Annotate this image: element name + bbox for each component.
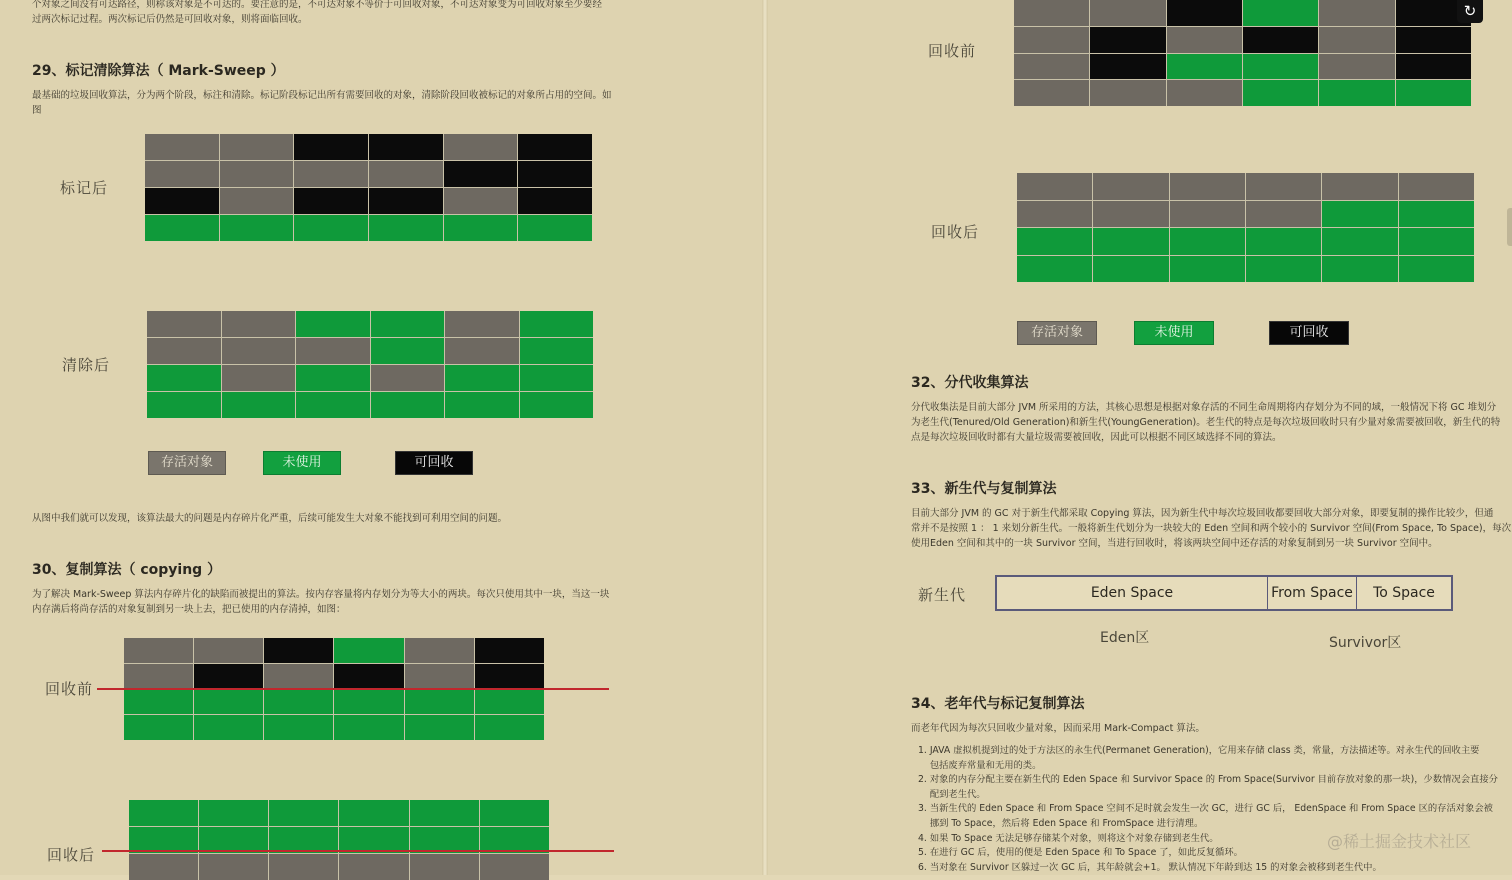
unused-cell	[1399, 228, 1474, 255]
live-cell	[1167, 80, 1242, 106]
legend-live-right: 存活对象	[1017, 321, 1097, 345]
reclaimable-cell	[145, 188, 219, 214]
legend-reclaim-right: 可回收	[1269, 321, 1349, 345]
eden-space-block: Eden Space	[997, 577, 1268, 609]
unused-cell	[1246, 228, 1321, 255]
unused-cell	[1322, 256, 1397, 283]
unused-cell	[1243, 0, 1318, 26]
label-after-right: 回收后	[931, 223, 980, 241]
live-cell	[129, 854, 198, 880]
unused-cell	[1017, 256, 1092, 283]
unused-cell	[339, 800, 408, 826]
list-item: 1. JAVA 虚拟机提到过的处于方法区的永生代(Permanet Generation)，它用来存储 class 类，常量，方法描述等。对永生代的回收主要	[918, 745, 1480, 756]
from-space-block: From Space	[1268, 577, 1357, 609]
reclaimable-cell	[294, 134, 368, 160]
unused-cell	[147, 392, 221, 418]
live-cell	[264, 664, 333, 689]
memory-grid-after-right	[1017, 173, 1474, 282]
unused-cell	[369, 215, 443, 241]
unused-cell	[1093, 256, 1168, 283]
unused-cell	[199, 800, 268, 826]
live-cell	[294, 161, 368, 187]
section-32-desc-line1: 分代收集法是目前大部分 JVM 所采用的方法，其核心思想是根据对象存活的不同生命周期将内存划分为不同的域，一般情况下将 GC 堆划分	[911, 402, 1497, 413]
unused-cell	[475, 715, 544, 740]
unused-cell	[1399, 256, 1474, 283]
live-cell	[1319, 27, 1394, 53]
unused-cell	[1243, 80, 1318, 106]
memory-grid-after-left	[129, 800, 549, 880]
list-item: 包括废弃常量和无用的类。	[918, 759, 1042, 771]
unused-cell	[1322, 228, 1397, 255]
label-young-gen: 新生代	[918, 586, 967, 604]
live-cell	[1170, 173, 1245, 200]
section-32-desc-line2: 为老生代(Tenured/Old Generation)和新生代(YoungGeneration)。老生代的特点是每次垃圾回收时只有少量对象需要被回收，新生代的特	[911, 417, 1501, 428]
watermark: @稀土掘金技术社区	[1327, 832, 1472, 851]
section-29-title: 29、标记清除算法（ Mark-Sweep ）	[32, 63, 285, 79]
list-item: 2. 对象的内存分配主要在新生代的 Eden Space 和 Survivor Space 的 From Space(Survivor 目前存放对象的那一块)，少数情况会直接分	[918, 774, 1498, 786]
unused-cell	[124, 715, 193, 740]
unused-cell	[1017, 228, 1092, 255]
scroll-handle[interactable]	[1507, 208, 1512, 246]
section-33-desc-line3: 使用Eden 空间和其中的一块 Survivor 空间，当进行回收时，将该两块空间中还存活的对象复制到另一块 Survivor 空间中。	[911, 538, 1438, 549]
unused-cell	[1399, 201, 1474, 228]
legend-unused-right: 未使用	[1134, 321, 1214, 345]
unused-cell	[518, 215, 592, 241]
unused-cell	[405, 690, 474, 715]
divider-line-before	[97, 688, 609, 690]
reclaimable-cell	[518, 161, 592, 187]
section-30-desc-line2: 内存满后将尚存活的对象复制到另一块上去，把已使用的内存清掉，如图：	[32, 604, 346, 615]
unused-cell	[445, 392, 519, 418]
list-item: 6. 当对象在 Survivor 区躲过一次 GC 后，其年龄就会+1。 默认情况下年龄到达 15 的对象会被移到老生代中。	[918, 861, 1382, 873]
reclaimable-cell	[1243, 27, 1318, 53]
reclaimable-cell	[444, 161, 518, 187]
reclaimable-cell	[334, 664, 403, 689]
unused-cell	[296, 365, 370, 391]
reclaimable-cell	[369, 134, 443, 160]
unused-cell	[480, 800, 549, 826]
unused-cell	[194, 715, 263, 740]
live-cell	[1014, 54, 1089, 80]
label-cleared: 清除后	[62, 356, 111, 374]
list-item: 挪到 To Space，然后将 Eden Space 和 FromSpace 进行清理。	[918, 817, 1204, 829]
section-32-title: 32、分代收集算法	[911, 375, 1029, 391]
list-item: 配到老生代。	[918, 788, 986, 800]
unused-cell	[444, 215, 518, 241]
unused-cell	[520, 311, 594, 337]
unused-cell	[371, 338, 445, 364]
live-cell	[444, 188, 518, 214]
memory-grid-before-right	[1014, 0, 1471, 106]
section-32-desc-line3: 点是每次垃圾回收时都有大量垃圾需要被回收，因此可以根据不同区域选择不同的算法。	[911, 432, 1282, 443]
legend-reclaim: 可回收	[395, 451, 473, 475]
live-cell	[1090, 80, 1165, 106]
live-cell	[369, 161, 443, 187]
live-cell	[222, 311, 296, 337]
reclaimable-cell	[518, 134, 592, 160]
section-30-desc-line1: 为了解决 Mark-Sweep 算法内存碎片化的缺陷而被提出的算法。按内存容量将内存划分为等大小的两块。每次只使用其中一块，当这一块	[32, 589, 610, 600]
label-after-left: 回收后	[47, 846, 96, 864]
live-cell	[1322, 173, 1397, 200]
reclaimable-cell	[475, 638, 544, 663]
unused-cell	[129, 800, 198, 826]
live-cell	[339, 854, 408, 880]
unused-cell	[405, 715, 474, 740]
live-cell	[1319, 0, 1394, 26]
live-cell	[1014, 27, 1089, 53]
live-cell	[1170, 201, 1245, 228]
live-cell	[1246, 173, 1321, 200]
unused-cell	[1170, 256, 1245, 283]
reclaimable-cell	[194, 664, 263, 689]
live-cell	[410, 854, 479, 880]
live-cell	[296, 338, 370, 364]
live-cell	[1014, 0, 1089, 26]
live-cell	[1093, 201, 1168, 228]
unused-cell	[269, 800, 338, 826]
section-34-title: 34、老年代与标记复制算法	[911, 696, 1085, 712]
unused-cell	[1170, 228, 1245, 255]
section-34-list	[918, 744, 1498, 875]
memory-grid-marked	[145, 134, 592, 241]
live-cell	[222, 338, 296, 364]
unused-cell	[371, 392, 445, 418]
label-marked: 标记后	[60, 179, 109, 197]
unused-cell	[1322, 201, 1397, 228]
unused-cell	[296, 311, 370, 337]
reclaimable-cell	[294, 188, 368, 214]
to-space-block: To Space	[1373, 585, 1435, 601]
label-before-left: 回收前	[45, 680, 94, 698]
unused-cell	[264, 715, 333, 740]
unused-cell	[1167, 54, 1242, 80]
unused-cell	[371, 311, 445, 337]
live-cell	[145, 134, 219, 160]
unused-cell	[222, 392, 296, 418]
unused-cell	[334, 715, 403, 740]
label-before-right: 回收前	[928, 42, 977, 60]
live-cell	[445, 311, 519, 337]
reclaimable-cell	[1090, 54, 1165, 80]
unused-cell	[296, 392, 370, 418]
live-cell	[220, 188, 294, 214]
live-cell	[147, 338, 221, 364]
live-cell	[1093, 173, 1168, 200]
list-item: 3. 当新生代的 Eden Space 和 From Space 空间不足时就会发生一次 GC，进行 GC 后， EdenSpace 和 From Space 区的存活对象会被	[918, 803, 1493, 815]
reload-icon[interactable]: ↻	[1457, 0, 1483, 23]
unused-cell	[1093, 228, 1168, 255]
live-cell	[1167, 27, 1242, 53]
unused-cell	[520, 338, 594, 364]
live-cell	[145, 161, 219, 187]
live-cell	[371, 365, 445, 391]
live-cell	[1319, 54, 1394, 80]
live-cell	[124, 664, 193, 689]
unused-cell	[1243, 54, 1318, 80]
divider-line-after	[102, 850, 614, 852]
unused-cell	[445, 365, 519, 391]
live-cell	[1399, 173, 1474, 200]
unused-cell	[147, 365, 221, 391]
unused-cell	[145, 215, 219, 241]
section-29-desc-line2: 图	[32, 105, 42, 116]
unused-cell	[294, 215, 368, 241]
live-cell	[1017, 173, 1092, 200]
unused-cell	[520, 392, 594, 418]
reclaimable-cell	[518, 188, 592, 214]
label-eden-area: Eden区	[1100, 630, 1150, 646]
live-cell	[405, 664, 474, 689]
live-cell	[147, 311, 221, 337]
list-item: 5. 在进行 GC 后，使用的便是 Eden Space 和 To Space 了，如此反复循环。	[918, 847, 1243, 859]
live-cell	[220, 161, 294, 187]
live-cell	[1090, 0, 1165, 26]
unused-cell	[520, 365, 594, 391]
unused-cell	[410, 800, 479, 826]
reclaimable-cell	[1167, 0, 1242, 26]
section-33-desc-line1: 目前大部分 JVM 的 GC 对于新生代都采取 Copying 算法，因为新生代中每次垃圾回收都要回收大部分对象，即要复制的操作比较少，但通	[911, 508, 1494, 519]
unused-cell	[124, 690, 193, 715]
section-29-conclusion: 从图中我们就可以发现，该算法最大的问题是内存碎片化严重，后续可能发生大对象不能找到可利用空间的问题。	[32, 513, 508, 524]
live-cell	[480, 854, 549, 880]
young-gen-diagram	[995, 575, 1453, 611]
unused-cell	[194, 690, 263, 715]
reclaimable-cell	[475, 664, 544, 689]
reclaimable-cell	[1396, 54, 1471, 80]
reclaimable-cell	[1396, 27, 1471, 53]
unused-cell	[1396, 80, 1471, 106]
section-29-desc-line1: 最基础的垃圾回收算法，分为两个阶段，标注和清除。标记阶段标记出所有需要回收的对象，清除阶段回收被标记的对象所占用的空间。如	[32, 90, 612, 101]
unused-cell	[475, 690, 544, 715]
section-30-title: 30、复制算法（ copying ）	[32, 562, 222, 578]
live-cell	[269, 854, 338, 880]
live-cell	[445, 338, 519, 364]
live-cell	[194, 638, 263, 663]
section-33-desc-line2: 常并不是按照 1 ： 1 来划分新生代。一般将新生代划分为一块较大的 Eden 空间和两个较小的 Survivor 空间(From Space, To Space)，每次	[911, 523, 1512, 534]
intro-text-line1: 个对象之间没有可达路径，则称该对象是不可达的。要注意的是，不可达对象不等价于可回收对象，不可达对象变为可回收对象至少要经	[32, 0, 603, 10]
memory-grid-cleared	[147, 311, 593, 418]
unused-cell	[1246, 256, 1321, 283]
unused-cell	[220, 215, 294, 241]
reclaimable-cell	[369, 188, 443, 214]
reclaimable-cell	[1090, 27, 1165, 53]
label-survivor-area: Survivor区	[1329, 635, 1402, 651]
live-cell	[444, 134, 518, 160]
legend-live: 存活对象	[148, 451, 226, 475]
unused-cell	[1319, 80, 1394, 106]
live-cell	[1017, 201, 1092, 228]
intro-text-line2: 过两次标记过程。两次标记后仍然是可回收对象，则将面临回收。	[32, 14, 308, 25]
live-cell	[405, 638, 474, 663]
live-cell	[1246, 201, 1321, 228]
live-cell	[124, 638, 193, 663]
legend-unused: 未使用	[263, 451, 341, 475]
unused-cell	[334, 638, 403, 663]
live-cell	[222, 365, 296, 391]
section-34-desc: 而老年代因为每次只回收少量对象，因而采用 Mark-Compact 算法。	[911, 723, 1205, 734]
unused-cell	[264, 690, 333, 715]
live-cell	[220, 134, 294, 160]
reclaimable-cell	[264, 638, 333, 663]
live-cell	[1014, 80, 1089, 106]
list-item: 4. 如果 To Space 无法足够存储某个对象，则将这个对象存储到老生代。	[918, 832, 1219, 844]
unused-cell	[334, 690, 403, 715]
section-33-title: 33、新生代与复制算法	[911, 481, 1057, 497]
live-cell	[199, 854, 268, 880]
